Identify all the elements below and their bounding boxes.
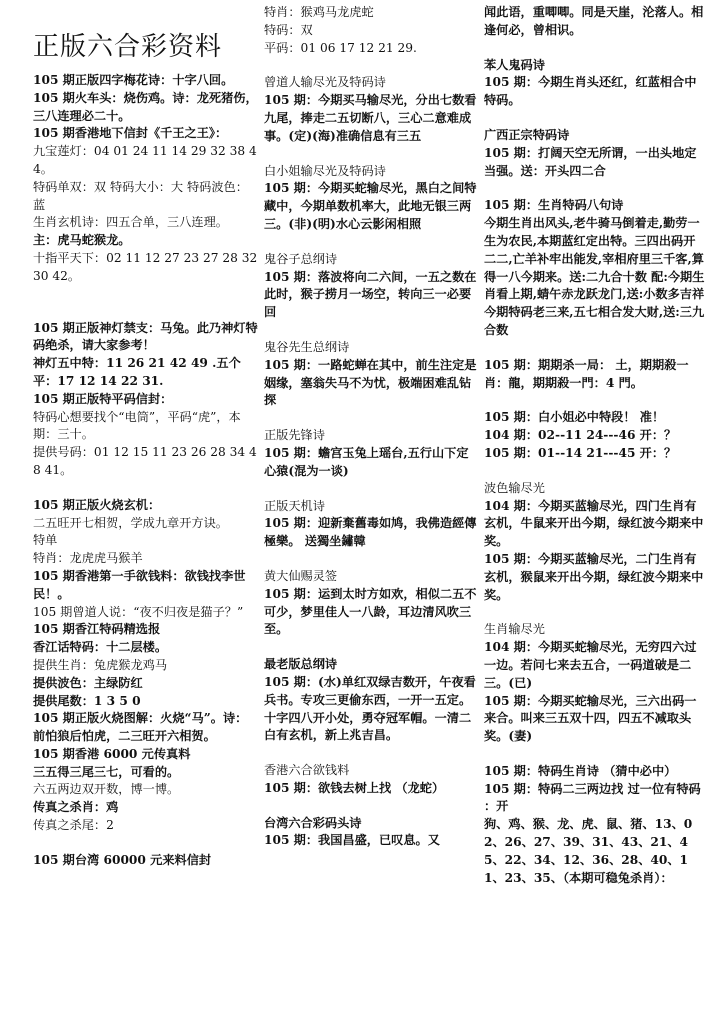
tip-line: 105 期香江特码精选报 bbox=[33, 622, 161, 637]
tip-line: 105 期：今期生肖头还红，红蓝相合中特码。 bbox=[484, 75, 697, 108]
section-heading: 最老版总纲诗 bbox=[264, 657, 338, 672]
column-left bbox=[33, 4, 262, 870]
section-heading: 香港六合欲钱料 bbox=[264, 763, 350, 778]
tip-block bbox=[484, 480, 706, 605]
tip-line: 105 期：打阔天空无所谓，一出头地定当强。送：开头四二合 bbox=[484, 145, 697, 178]
section-heading: 正版先锋诗 bbox=[264, 428, 325, 443]
tip-line: 闻此语，重唧唧。同是天崖，沦落人。相逢何必，曾相识。 bbox=[484, 5, 704, 37]
tip-line: 105 期：今期买蛇输尽光，黑白之间特藏中，今期单数机率大，此地无银三两三。(非)(明)水心云影闲相照 bbox=[264, 181, 477, 231]
tip-line: 105 期香港 6000 元传真料 bbox=[33, 746, 191, 761]
tip-line: 105 期香港地下信封《千王之王》： bbox=[33, 126, 228, 141]
tip-line: 特码：双 bbox=[264, 22, 313, 37]
tip-line: 今期生肖出风头,老牛骑马倒着走,勤劳一生为农民,本期蓝红定出特。三四出码开二二,亡羊补牢出能发,宰相府里三千客,算得一八今期来。送:二九合十数 配:今期生肖看上期,蜻午赤龙跃龙门,送:小数多吉祥 今期特码老三来,五七相合发大财,送:三九合数 bbox=[484, 216, 709, 337]
tip-line: 105 期正版特平码信封： bbox=[33, 391, 173, 406]
tip-line: 提供波色：主绿防红 bbox=[33, 675, 143, 690]
section-heading: 鬼谷先生总纲诗 bbox=[264, 339, 350, 354]
tip-line: 传真之杀肖：鸡 bbox=[33, 800, 119, 815]
tip-block bbox=[484, 127, 706, 180]
tip-block bbox=[33, 852, 259, 870]
tip-block bbox=[33, 72, 262, 286]
tip-line: 提供号码：01 12 15 11 23 26 28 34 48 41。 bbox=[33, 445, 257, 477]
tip-line: 105 期：我国昌盛，已叹息。又 bbox=[264, 833, 440, 848]
tip-block bbox=[484, 4, 706, 40]
tip-block bbox=[264, 251, 478, 322]
tip-line: 105 期正版四字梅花诗：十字八回。 bbox=[33, 73, 234, 87]
tip-line: 105 期台湾 60000 元来料信封 bbox=[33, 852, 212, 867]
tip-block bbox=[264, 163, 478, 234]
tip-line: 105 期正版火烧玄机： bbox=[33, 497, 161, 512]
tip-line: 105 期：(水)单红双绿吉数开，午夜看兵书。专攻三更偷东西，一开一五定。十字四八开小处，勇夺冠军帽。一清二白有玄机，新上兆吉昌。 bbox=[264, 674, 476, 743]
tip-line: 105 期：01--14 21---45 开：？ bbox=[484, 445, 677, 460]
tip-block bbox=[33, 320, 259, 480]
section-heading: 曾道人输尽光及特码诗 bbox=[264, 75, 386, 90]
tip-line: 105 期正版火烧图解：火烧“马”。诗：前怕狼后怕虎，二三旺开六相贺。 bbox=[33, 711, 248, 744]
tip-line: 105 期火车头：烧伤鸡。诗：龙死猪伤，三八连理必二十。 bbox=[33, 90, 258, 123]
tip-line: 六五两边双开数，博一博。 bbox=[33, 782, 180, 797]
tip-block bbox=[484, 409, 706, 462]
tip-block bbox=[264, 4, 478, 57]
tip-block bbox=[264, 427, 478, 480]
tip-block bbox=[33, 497, 259, 835]
tip-block bbox=[484, 763, 706, 888]
tip-line: 105 期：特码生肖诗 （猜中必中） bbox=[484, 763, 677, 778]
tip-line: 105 期：期期杀一局： 土，期期殺一肖：龍，期期殺一門：4 門。 bbox=[484, 357, 689, 390]
tip-line: 104 期：02--11 24---46 开：？ bbox=[484, 428, 677, 443]
tip-line: 平码：01 06 17 12 21 29. bbox=[264, 40, 417, 55]
tip-line: 105 期：欲钱去树上找 （龙蛇） bbox=[264, 780, 445, 795]
tip-line: 传真之杀尾：2 bbox=[33, 818, 114, 833]
tip-line: 104 期：今期买蓝输尽光，四门生肖有玄机，牛鼠来开出今期，绿红波今期来中奖。 bbox=[484, 498, 704, 549]
column-right bbox=[484, 4, 709, 887]
tip-block bbox=[264, 656, 478, 745]
tip-line: 105 期：一路蛇蝉在其中，前生注定是姻缘，塞翁失马不为忧，极端困难乱钻探 bbox=[264, 357, 477, 408]
tip-line: 特码单双：双 特码大小：大 特码波色：蓝 bbox=[33, 179, 248, 212]
tip-line: 105 期曾道人说：“夜不归夜是猫子？” bbox=[33, 604, 244, 619]
tip-line: 105 期：落波将向二六间，一五之数在此时，猴子捞月一场空，转向三一必要回 bbox=[264, 269, 477, 320]
tip-line: 九宝莲灯：04 01 24 11 14 29 32 38 44。 bbox=[33, 144, 257, 176]
tip-block bbox=[484, 621, 706, 746]
tip-line: 105 期：运到太时方如欢，相似二五不可少，梦里佳人一八龄，耳边清风吹三至。 bbox=[264, 586, 477, 637]
tip-block bbox=[264, 815, 478, 851]
tip-line: 105 期：今期买蓝输尽光，二门生肖有玄机，猴鼠来开出今期，绿红波今期来中奖。 bbox=[484, 551, 704, 602]
tip-line: 神灯五中特：11 26 21 42 49 .五个平：17 12 14 22 31. bbox=[33, 356, 241, 388]
tip-line: 105 期：今期买蛇输尽光，三六出码一来合。叫来三五双十四，四五不减取头奖。(妻) bbox=[484, 693, 697, 744]
tip-line: 二五旺开七相贺，学成九章开方诀。 bbox=[33, 515, 228, 530]
tip-line: 十指平天下：02 11 12 27 23 27 28 32 30 42。 bbox=[33, 250, 262, 283]
tip-block bbox=[264, 74, 478, 145]
tip-line: 狗、鸡、猴、龙、虎、鼠、猪、13、02、26、27、39、31、43、21、45、22、34、12、36、28、40、11、23、35、（本期可稳兔杀肖）： bbox=[484, 817, 693, 885]
tip-line: 三五得三尾三七，可看的。 bbox=[33, 764, 180, 779]
tip-line: 特肖：猴鸡马龙虎蛇 bbox=[264, 5, 374, 19]
section-heading: 广西正宗特码诗 bbox=[484, 127, 570, 142]
tip-line: 特单 bbox=[33, 533, 58, 548]
tip-line: 105 期：今期买马输尽光，分出七数看九尾，捧走二五切断八，三心二意难成事。(定)(海)准确信息有三五 bbox=[264, 93, 477, 143]
section-heading: 黄大仙赐灵签 bbox=[264, 568, 338, 583]
tip-line: 特肖：龙虎虎马猴羊 bbox=[33, 551, 143, 566]
section-heading: 苯人鬼码诗 bbox=[484, 57, 545, 72]
tip-line: 主：虎马蛇猴龙。 bbox=[33, 233, 131, 248]
tip-block bbox=[264, 568, 478, 639]
tip-block bbox=[484, 197, 709, 339]
tip-line: 105 期：蟾宫玉兔上瑶台,五行山下定心猿(混为一谈) bbox=[264, 445, 469, 478]
section-heading: 正版天机诗 bbox=[264, 498, 325, 513]
tip-line: 105 期香港第一手欲钱料：欲钱找李世民！。 bbox=[33, 568, 246, 601]
tip-line: 生肖玄机诗：四五合单，三八连理。 bbox=[33, 215, 228, 230]
tip-block bbox=[264, 498, 478, 551]
tip-block bbox=[264, 762, 478, 798]
tip-line: 105 期正版神灯禁支：马兔。此乃神灯特码绝杀，请大家参考！ bbox=[33, 320, 258, 353]
tip-line: 105 期：白小姐必中特段！ 准！ bbox=[484, 410, 665, 425]
column-middle bbox=[264, 4, 478, 850]
section-heading: 鬼谷子总纲诗 bbox=[264, 251, 338, 266]
tip-line: 特码心想要找个“电筒”，平码“虎”，本期：三十。 bbox=[33, 409, 241, 442]
tip-line: 105 期：特码二三两边找 过一位有特码 ：开 bbox=[484, 781, 705, 814]
tip-line: 提供尾数：1 3 5 0 bbox=[33, 693, 141, 708]
section-heading: 白小姐输尽光及特码诗 bbox=[264, 163, 386, 178]
tip-line: 香江话特码：十二层楼。 bbox=[33, 640, 168, 655]
section-heading: 生肖输尽光 bbox=[484, 622, 545, 637]
tip-block bbox=[484, 357, 706, 393]
tip-line: 104 期：今期买蛇输尽光，无穷四六过一边。若问七来去五合，一码道破是二三。(已) bbox=[484, 640, 697, 690]
section-heading: 105 期：生肖特码八句诗 bbox=[484, 198, 624, 213]
section-heading: 波色输尽光 bbox=[484, 480, 545, 495]
tip-block bbox=[484, 57, 706, 110]
tip-block bbox=[264, 339, 478, 410]
page-title: 正版六合彩资料 bbox=[33, 32, 223, 62]
section-heading: 台湾六合彩码头诗 bbox=[264, 815, 362, 830]
tip-line: 提供生肖：兔虎猴龙鸡马 bbox=[33, 657, 168, 672]
tip-line: 105 期：迎新棄舊毒如鸠，我佛造經傳極樂。 送獨坐鏽韓 bbox=[264, 516, 477, 549]
